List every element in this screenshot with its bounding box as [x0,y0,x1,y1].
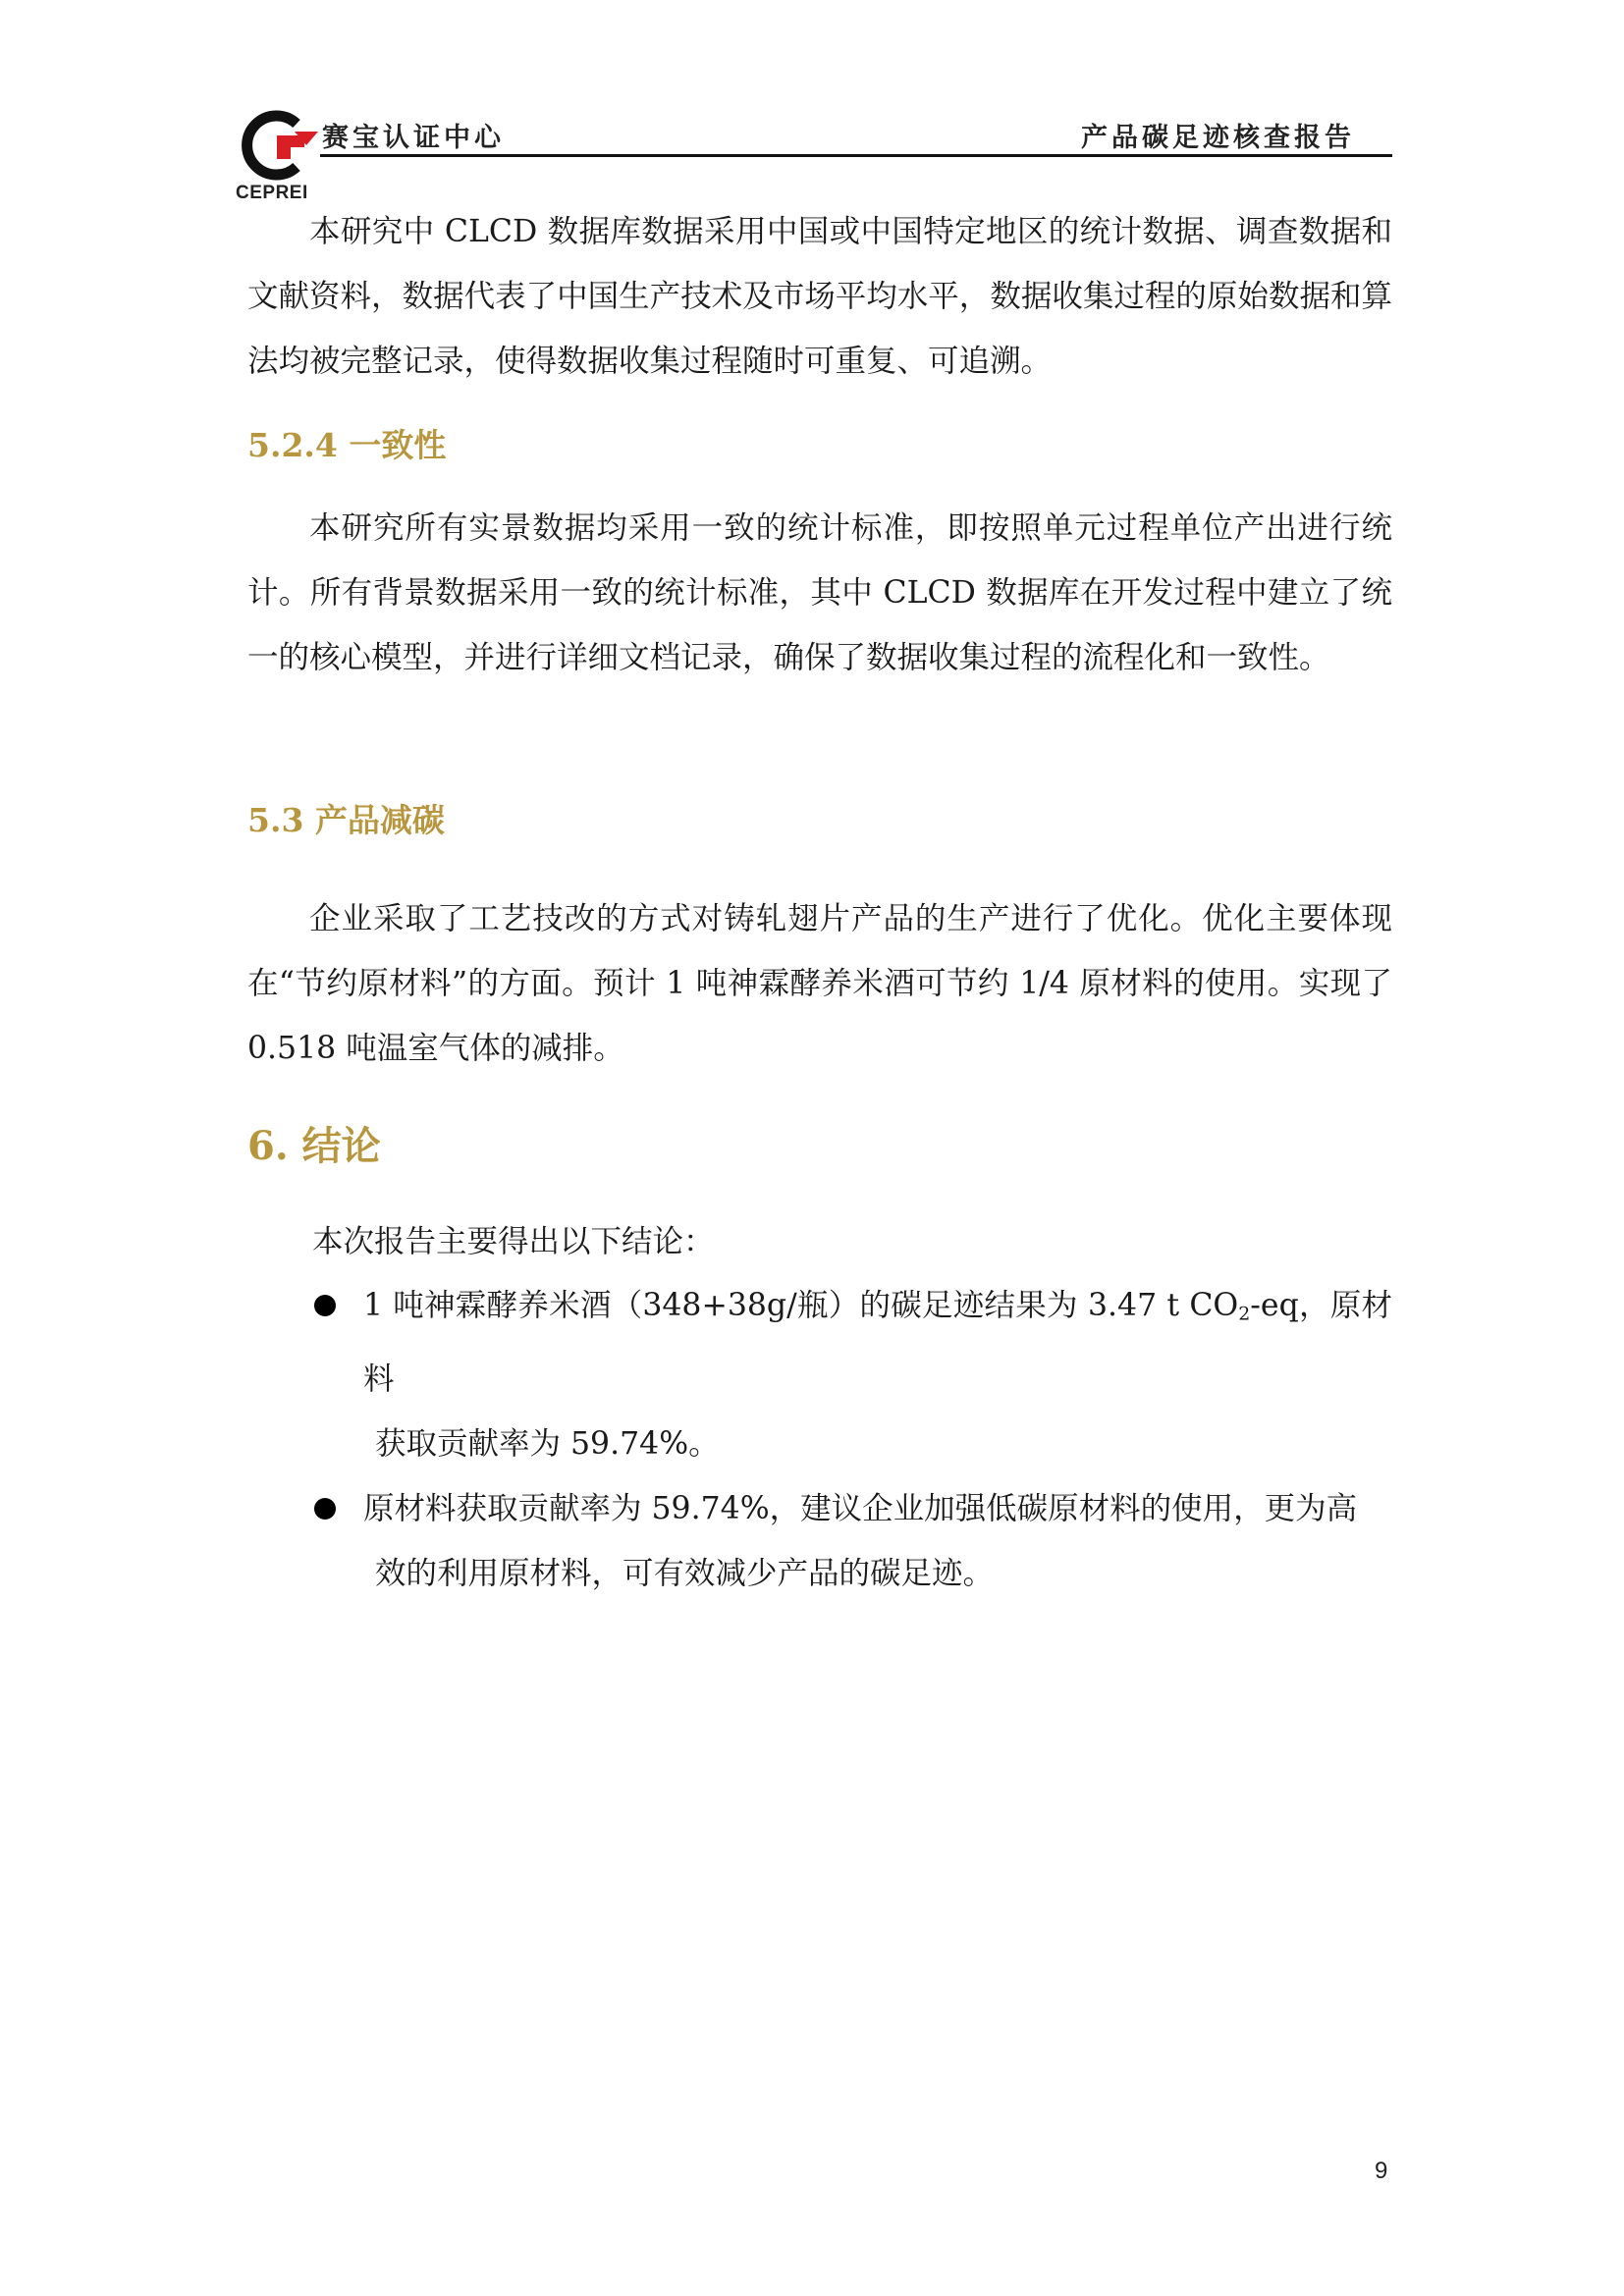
co2-subscript: 2 [1238,1303,1251,1325]
paragraph-data-source: 本研究中 CLCD 数据库数据采用中国或中国特定地区的统计数据、调查数据和文献资料，数据代表了中国生产技术及市场平均水平，数据收集过程的原始数据和算法均被完整记录，使得数据收集过程随时可重复、可追溯。 [247,214,1392,379]
bullet1-post: -eq，原材料 [363,1288,1392,1397]
bullet1-pre: 1 吨神霖酵养米酒（348+38g/瓶）的碳足迹结果为 3.47 t CO [363,1288,1239,1323]
bullet1-text [363,1288,1392,1397]
bullet1-line2: 获取贡献率为 59.74%。 [375,1425,720,1462]
header-org-name: 赛宝认证中心 [322,123,505,153]
list-item [314,1476,1392,1606]
list-item [314,1273,1392,1476]
bullet-icon [314,1498,336,1520]
heading-5-2-4: 5.2.4 一致性 [247,426,447,464]
bullet2-line2: 效的利用原材料，可有效减少产品的碳足迹。 [375,1555,995,1591]
page-number: 9 [1375,2158,1388,2184]
logo-mark-icon [234,110,332,181]
ceprei-logo [234,110,332,204]
header-report-title: 产品碳足迹核查报告 [1081,123,1355,153]
bullet-icon [314,1295,336,1316]
heading-6-conclusion: 6. 结论 [247,1123,381,1169]
conclusion-list [314,1273,1392,1606]
paragraph-carbon-reduction: 企业采取了工艺技改的方式对铸轧翅片产品的生产进行了优化。优化主要体现在“节约原材料”的方面。预计 1 吨神霖酵养米酒可节约 1/4 原材料的使用。实现了 0.518 吨温室气体的减排。 [247,901,1392,1066]
conclusion-intro: 本次报告主要得出以下结论： [312,1224,715,1259]
logo-text: CEPREI [236,183,308,203]
paragraph-consistency: 本研究所有实景数据均采用一致的统计标准，即按照单元过程单位产出进行统计。所有背景数据采用一致的统计标准，其中 CLCD 数据库在开发过程中建立了统一的核心模型，并进行详细文档记录，确保了数据收集过程的流程化和一致性。 [247,510,1392,675]
heading-5-3: 5.3 产品减碳 [247,801,445,839]
header-rule [320,154,1392,157]
bullet2-line1: 原材料获取贡献率为 59.74%，建议企业加强低碳原材料的使用，更为高 [363,1490,1358,1526]
